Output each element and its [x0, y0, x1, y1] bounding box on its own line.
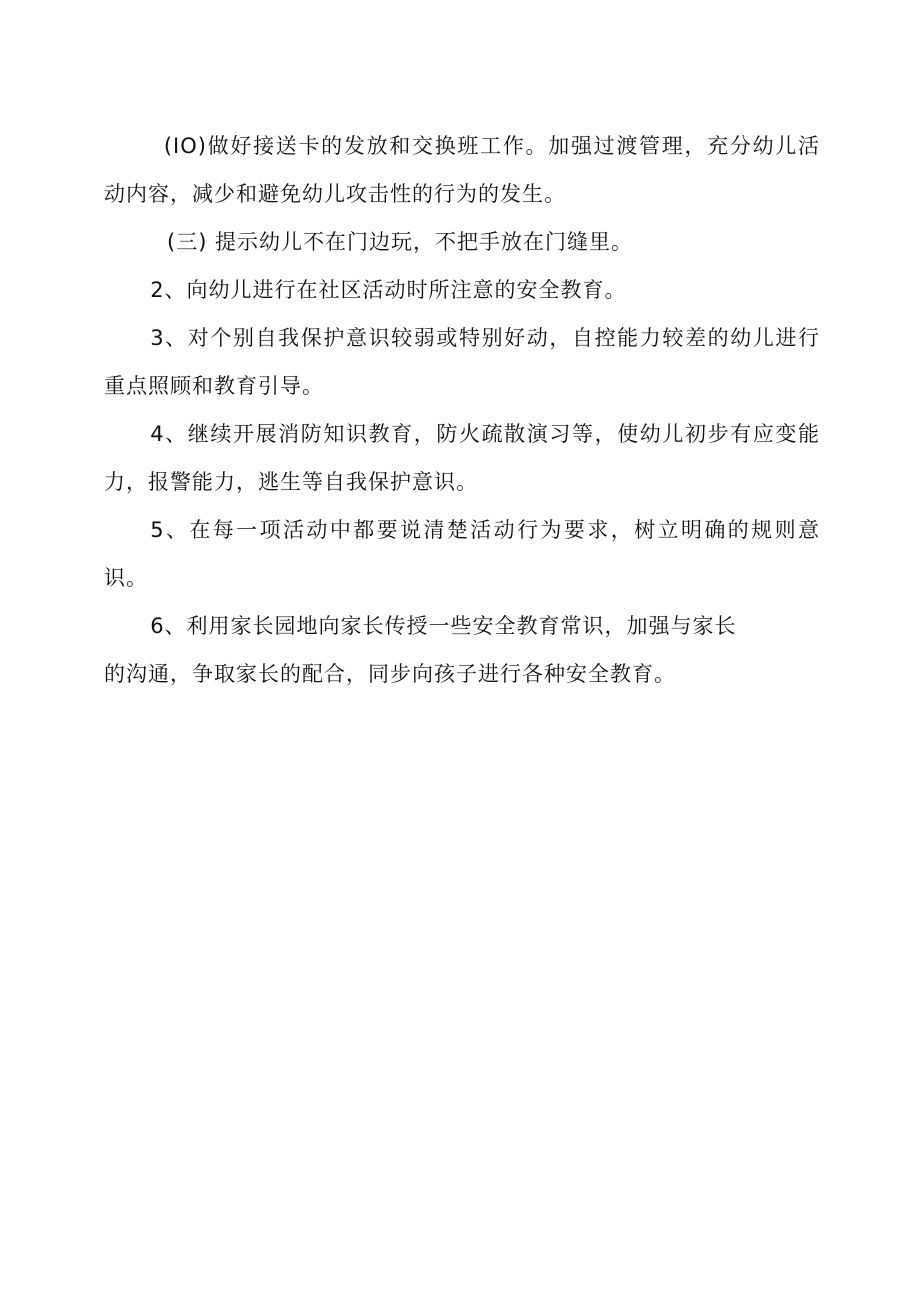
paragraph-5: 4、继续开展消防知识教育，防火疏散演习等，使幼儿初步有应变能力，报警能力，逃生等自我保护意识。: [104, 422, 820, 494]
paragraph-4: 3、对个别自我保护意识较弱或特别好动，自控能力较差的幼儿进行重点照顾和教育引导。: [104, 326, 820, 398]
paragraph-7: [104, 602, 820, 698]
paragraph-2: (三) 提示幼儿不在门边玩，不把手放在门缝里。: [167, 230, 634, 254]
paragraph-7-line-2: 的沟通，争取家长的配合，同步向孩子进行各种安全教育。: [104, 662, 676, 686]
paragraph-7-line-1: 6、利用家长园地向家长传授一些安全教育常识，加强与家长: [150, 614, 737, 638]
document-body: [104, 122, 820, 698]
paragraph-3: 2、向幼儿进行在社区活动时所注意的安全教育。: [150, 278, 627, 302]
paragraph-1: (IO)做好接送卡的发放和交换班工作。加强过渡管理，充分幼儿活动内容，减少和避免幼儿攻击性的行为的发生。: [104, 134, 820, 206]
paragraph-6: 5、在每一项活动中都要说清楚活动行为要求，树立明确的规则意识。: [104, 518, 820, 590]
